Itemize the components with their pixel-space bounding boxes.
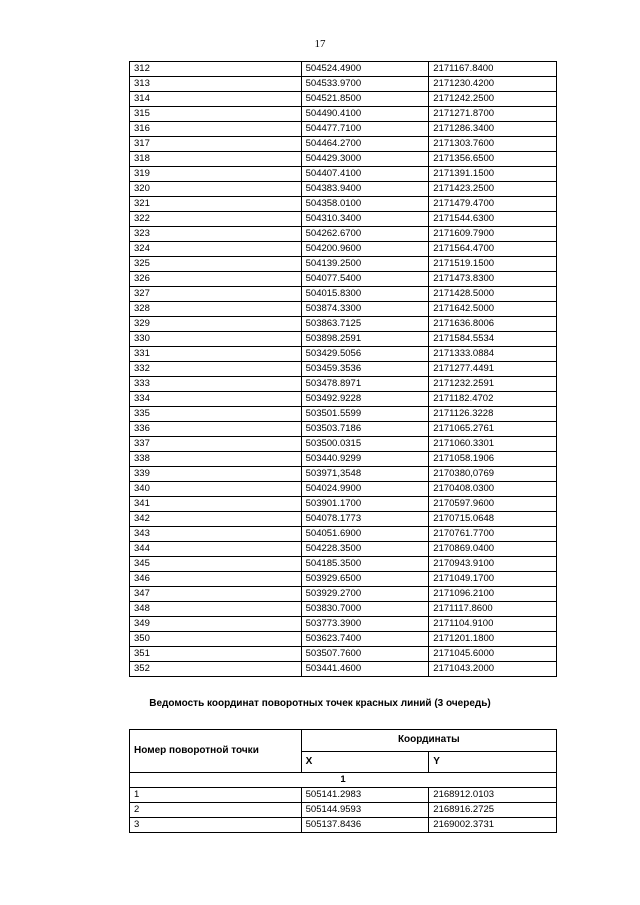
y-coordinate-cell: 2168916.2725 xyxy=(429,803,557,818)
table-row xyxy=(130,272,557,287)
point-number-cell: 325 xyxy=(130,257,302,272)
y-coordinate-cell: 2171473.8300 xyxy=(429,272,557,287)
table-row xyxy=(130,482,557,497)
x-coordinate-cell: 504464.2700 xyxy=(301,137,429,152)
x-coordinate-cell: 504477.7100 xyxy=(301,122,429,137)
point-number-cell: 318 xyxy=(130,152,302,167)
table-row xyxy=(130,437,557,452)
x-coordinate-cell: 505137.8436 xyxy=(301,818,429,833)
x-coordinate-cell: 504407.4100 xyxy=(301,167,429,182)
y-coordinate-cell: 2171117.8600 xyxy=(429,602,557,617)
table-row xyxy=(130,122,557,137)
table-row xyxy=(130,497,557,512)
x-coordinate-cell: 503929.2700 xyxy=(301,587,429,602)
table-row xyxy=(130,647,557,662)
x-coordinate-cell: 503459.3536 xyxy=(301,362,429,377)
x-coordinate-cell: 504358.0100 xyxy=(301,197,429,212)
point-number-cell: 340 xyxy=(130,482,302,497)
point-number-cell: 327 xyxy=(130,287,302,302)
y-coordinate-cell: 2171271.8700 xyxy=(429,107,557,122)
y-coordinate-cell: 2171201.1800 xyxy=(429,632,557,647)
y-coordinate-cell: 2171242.2500 xyxy=(429,92,557,107)
table-row xyxy=(130,347,557,362)
point-number-cell: 320 xyxy=(130,182,302,197)
x-coordinate-cell: 504533.9700 xyxy=(301,77,429,92)
y-coordinate-cell: 2170597.9600 xyxy=(429,497,557,512)
y-coordinate-cell: 2171333.0884 xyxy=(429,347,557,362)
point-number-cell: 330 xyxy=(130,332,302,347)
x-coordinate-cell: 503863.7125 xyxy=(301,317,429,332)
table-row xyxy=(130,152,557,167)
header-y: Y xyxy=(429,751,557,773)
table-row xyxy=(130,632,557,647)
table-row xyxy=(130,62,557,77)
point-number-cell: 3 xyxy=(130,818,302,833)
y-coordinate-cell: 2171564.4700 xyxy=(429,242,557,257)
point-number-cell: 346 xyxy=(130,572,302,587)
x-coordinate-cell: 503440.9299 xyxy=(301,452,429,467)
section-title: Ведомость координат поворотных точек красных линий (3 очередь) xyxy=(149,698,491,709)
point-number-cell: 337 xyxy=(130,437,302,452)
point-number-cell: 328 xyxy=(130,302,302,317)
table-row xyxy=(130,392,557,407)
point-number-cell: 324 xyxy=(130,242,302,257)
x-coordinate-cell: 504262.6700 xyxy=(301,227,429,242)
header-x: X xyxy=(301,751,429,773)
x-coordinate-cell: 503501.5599 xyxy=(301,407,429,422)
table-row xyxy=(130,467,557,482)
table-row xyxy=(130,227,557,242)
table-row xyxy=(130,167,557,182)
x-coordinate-cell: 504524.4900 xyxy=(301,62,429,77)
y-coordinate-cell: 2171104.9100 xyxy=(429,617,557,632)
table-row xyxy=(130,452,557,467)
y-coordinate-cell: 2168912.0103 xyxy=(429,788,557,803)
table2-group-row xyxy=(130,773,557,788)
table-row xyxy=(130,512,557,527)
table-row xyxy=(130,407,557,422)
x-coordinate-cell: 504078.1773 xyxy=(301,512,429,527)
x-coordinate-cell: 504200.9600 xyxy=(301,242,429,257)
x-coordinate-cell: 503830.7000 xyxy=(301,602,429,617)
table-row xyxy=(130,182,557,197)
point-number-cell: 339 xyxy=(130,467,302,482)
y-coordinate-cell: 2170761.7700 xyxy=(429,527,557,542)
table-row xyxy=(130,332,557,347)
x-coordinate-cell: 503478.8971 xyxy=(301,377,429,392)
point-number-cell: 326 xyxy=(130,272,302,287)
point-number-cell: 313 xyxy=(130,77,302,92)
y-coordinate-cell: 2171584.5534 xyxy=(429,332,557,347)
y-coordinate-cell: 2171043.2000 xyxy=(429,662,557,677)
table-row xyxy=(130,137,557,152)
x-coordinate-cell: 504024.9900 xyxy=(301,482,429,497)
y-coordinate-cell: 2170715.0648 xyxy=(429,512,557,527)
point-number-cell: 352 xyxy=(130,662,302,677)
y-coordinate-cell: 2171636.8006 xyxy=(429,317,557,332)
table-row xyxy=(130,92,557,107)
table-row xyxy=(130,557,557,572)
y-coordinate-cell: 2171060.3301 xyxy=(429,437,557,452)
coordinates-table-body xyxy=(130,62,557,677)
point-number-cell: 315 xyxy=(130,107,302,122)
point-number-cell: 345 xyxy=(130,557,302,572)
y-coordinate-cell: 2171609.7900 xyxy=(429,227,557,242)
table-row xyxy=(130,818,557,833)
table-row xyxy=(130,542,557,557)
x-coordinate-cell: 504490.4100 xyxy=(301,107,429,122)
x-coordinate-cell: 503441.4600 xyxy=(301,662,429,677)
x-coordinate-cell: 503507.7600 xyxy=(301,647,429,662)
table-row xyxy=(130,527,557,542)
x-coordinate-cell: 505141.2983 xyxy=(301,788,429,803)
table-row xyxy=(130,377,557,392)
point-number-cell: 334 xyxy=(130,392,302,407)
point-number-cell: 329 xyxy=(130,317,302,332)
y-coordinate-cell: 2171058.1906 xyxy=(429,452,557,467)
x-coordinate-cell: 503929.6500 xyxy=(301,572,429,587)
point-number-cell: 343 xyxy=(130,527,302,542)
x-coordinate-cell: 504228.3500 xyxy=(301,542,429,557)
point-number-cell: 321 xyxy=(130,197,302,212)
point-number-cell: 335 xyxy=(130,407,302,422)
x-coordinate-cell: 503500.0315 xyxy=(301,437,429,452)
table-row xyxy=(130,422,557,437)
y-coordinate-cell: 2171356.6500 xyxy=(429,152,557,167)
table-row xyxy=(130,602,557,617)
point-number-cell: 319 xyxy=(130,167,302,182)
x-coordinate-cell: 503503.7186 xyxy=(301,422,429,437)
header-point-number: Номер поворотной точки xyxy=(130,730,302,773)
table-row xyxy=(130,107,557,122)
point-number-cell: 322 xyxy=(130,212,302,227)
point-number-cell: 316 xyxy=(130,122,302,137)
y-coordinate-cell: 2170869.0400 xyxy=(429,542,557,557)
x-coordinate-cell: 503773.3900 xyxy=(301,617,429,632)
table-row xyxy=(130,572,557,587)
header-coordinates: Координаты xyxy=(301,730,556,752)
point-number-cell: 317 xyxy=(130,137,302,152)
y-coordinate-cell: 2171065.2761 xyxy=(429,422,557,437)
point-number-cell: 344 xyxy=(130,542,302,557)
table-row xyxy=(130,788,557,803)
table-row xyxy=(130,803,557,818)
y-coordinate-cell: 2171049.1700 xyxy=(429,572,557,587)
table-row xyxy=(130,257,557,272)
y-coordinate-cell: 2171391.1500 xyxy=(429,167,557,182)
point-number-cell: 333 xyxy=(130,377,302,392)
table-row xyxy=(130,362,557,377)
point-number-cell: 351 xyxy=(130,647,302,662)
y-coordinate-cell: 2170380,0769 xyxy=(429,467,557,482)
y-coordinate-cell: 2171182.4702 xyxy=(429,392,557,407)
point-number-cell: 338 xyxy=(130,452,302,467)
y-coordinate-cell: 2170943.9100 xyxy=(429,557,557,572)
point-number-cell: 331 xyxy=(130,347,302,362)
y-coordinate-cell: 2169002.3731 xyxy=(429,818,557,833)
y-coordinate-cell: 2171544.6300 xyxy=(429,212,557,227)
x-coordinate-cell: 504139.2500 xyxy=(301,257,429,272)
table-row xyxy=(130,212,557,227)
table-row xyxy=(130,197,557,212)
y-coordinate-cell: 2171286.3400 xyxy=(429,122,557,137)
x-coordinate-cell: 504185.3500 xyxy=(301,557,429,572)
y-coordinate-cell: 2171045.6000 xyxy=(429,647,557,662)
x-coordinate-cell: 505144.9593 xyxy=(301,803,429,818)
x-coordinate-cell: 504051.6900 xyxy=(301,527,429,542)
table-row xyxy=(130,302,557,317)
point-number-cell: 332 xyxy=(130,362,302,377)
y-coordinate-cell: 2170408.0300 xyxy=(429,482,557,497)
x-coordinate-cell: 503874.3300 xyxy=(301,302,429,317)
x-coordinate-cell: 503901.1700 xyxy=(301,497,429,512)
x-coordinate-cell: 503971,3548 xyxy=(301,467,429,482)
x-coordinate-cell: 504383.9400 xyxy=(301,182,429,197)
x-coordinate-cell: 503623.7400 xyxy=(301,632,429,647)
y-coordinate-cell: 2171479.4700 xyxy=(429,197,557,212)
x-coordinate-cell: 504521.8500 xyxy=(301,92,429,107)
point-number-cell: 2 xyxy=(130,803,302,818)
table-row xyxy=(130,317,557,332)
table-row xyxy=(130,617,557,632)
y-coordinate-cell: 2171642.5000 xyxy=(429,302,557,317)
point-number-cell: 1 xyxy=(130,788,302,803)
table-row xyxy=(130,587,557,602)
y-coordinate-cell: 2171230.4200 xyxy=(429,77,557,92)
y-coordinate-cell: 2171126.3228 xyxy=(429,407,557,422)
table-row xyxy=(130,287,557,302)
table2-header-row xyxy=(130,730,557,752)
point-number-cell: 341 xyxy=(130,497,302,512)
y-coordinate-cell: 2171519.1500 xyxy=(429,257,557,272)
y-coordinate-cell: 2171096.2100 xyxy=(429,587,557,602)
point-number-cell: 323 xyxy=(130,227,302,242)
x-coordinate-cell: 503898.2591 xyxy=(301,332,429,347)
y-coordinate-cell: 2171277.4491 xyxy=(429,362,557,377)
point-number-cell: 336 xyxy=(130,422,302,437)
y-coordinate-cell: 2171303.7600 xyxy=(429,137,557,152)
page-number: 17 xyxy=(314,38,326,50)
coordinates-table xyxy=(129,61,557,677)
red-lines-coordinates-table xyxy=(129,729,557,833)
point-number-cell: 312 xyxy=(130,62,302,77)
y-coordinate-cell: 2171232.2591 xyxy=(429,377,557,392)
point-number-cell: 347 xyxy=(130,587,302,602)
point-number-cell: 314 xyxy=(130,92,302,107)
point-number-cell: 349 xyxy=(130,617,302,632)
y-coordinate-cell: 2171423.2500 xyxy=(429,182,557,197)
x-coordinate-cell: 503492.9228 xyxy=(301,392,429,407)
table-row xyxy=(130,77,557,92)
point-number-cell: 348 xyxy=(130,602,302,617)
x-coordinate-cell: 504429.3000 xyxy=(301,152,429,167)
x-coordinate-cell: 504077.5400 xyxy=(301,272,429,287)
x-coordinate-cell: 503429.5056 xyxy=(301,347,429,362)
table-row xyxy=(130,662,557,677)
y-coordinate-cell: 2171428.5000 xyxy=(429,287,557,302)
group-label: 1 xyxy=(130,773,557,788)
table-row xyxy=(130,242,557,257)
x-coordinate-cell: 504310.3400 xyxy=(301,212,429,227)
x-coordinate-cell: 504015.8300 xyxy=(301,287,429,302)
y-coordinate-cell: 2171167.8400 xyxy=(429,62,557,77)
point-number-cell: 342 xyxy=(130,512,302,527)
point-number-cell: 350 xyxy=(130,632,302,647)
